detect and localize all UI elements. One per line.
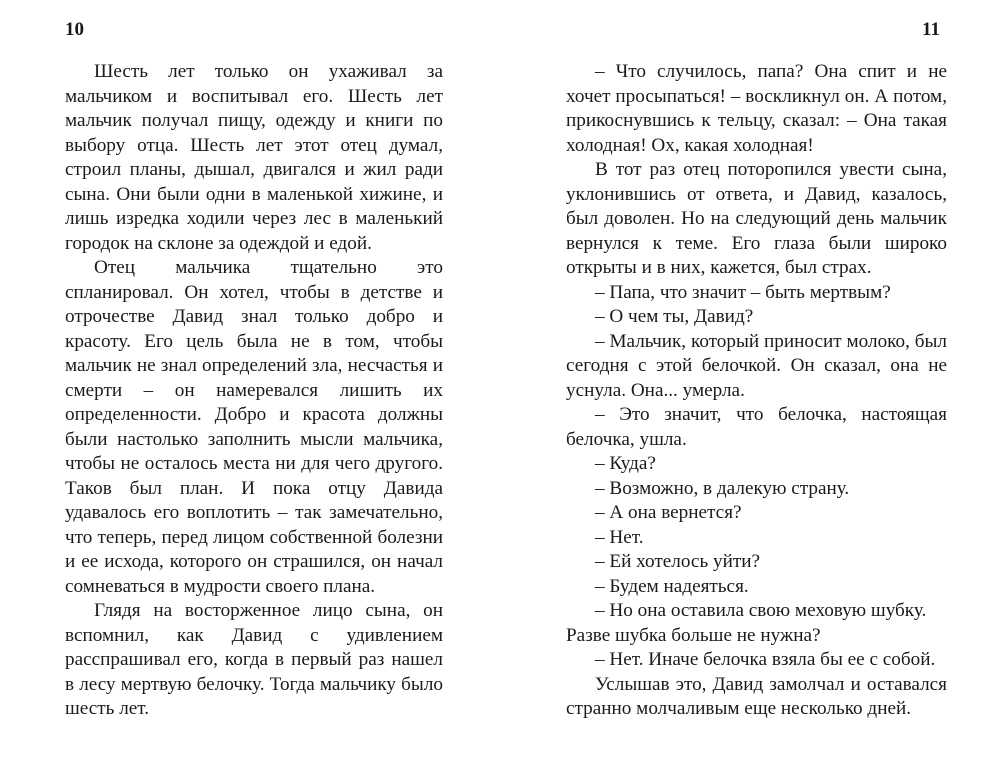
dialogue-line: – Мальчик, который приносит молоко, был сегодня с этой белочкой. Он сказал, она не уснула. Она... умерла. [566,330,947,401]
dialogue-line: – Но она оставила свою меховую шубку. [595,600,927,621]
right-page-text [566,60,947,722]
paragraph: Шесть лет только он ухаживал за мальчиком и воспитывал его. Шесть лет мальчик получал пищу, одежду и книги по выбору отца. Шесть лет этот отец думал, строил планы, дышал, двигался и жил ради сына. Они были одни в маленькой хижине, и лишь изредка ходили через лес в маленький городок на склоне за одеждой и едой. [65,61,443,254]
paragraph: В тот раз отец поторопился увести сына, уклонившись от ответа, и Давид, казалось, был доволен. Но на следующий день мальчик вернулся к теме. Его глаза были широко открыты и в них, кажется, был страх. [566,159,947,278]
paragraph: Отец мальчика тщательно это спланировал. Он хотел, чтобы в детстве и отрочестве Давид знал только добро и красоту. Его цель была не в том, чтобы мальчик не знал определений зла, несчастья и смерти – он намеревался лишить их определенности. Добро и красота должны были настолько заполнить мысли мальчика, чтобы не осталось места ни для чего другого. Таков был план. И пока отцу Давида удавалось его воплотить – так замечательно, что теперь, перед лицом собственной болезни и ее исхода, которого он страшился, он начал сомневаться в мудрости своего плана. [65,257,443,597]
page-number-right: 11 [922,19,940,40]
page-number-left: 10 [65,19,84,40]
dialogue-line: Разве шубка больше не нужна? [566,624,821,646]
right-page [500,0,1000,757]
dialogue-line: – Возможно, в далекую страну. [595,477,850,499]
paragraph: – Что случилось, папа? Она спит и не хочет просыпаться! – воскликнул он. А потом, прикоснувшись к тельцу, сказал: – Она такая холодная! Ох, какая холодная! [566,61,947,156]
dialogue-line: – Нет. [595,526,644,548]
dialogue-line: – О чем ты, Давид? [595,306,754,327]
dialogue-line: – Нет. Иначе белочка взяла бы ее с собой. [595,649,936,670]
dialogue-line: – Ей хотелось уйти? [595,551,761,572]
dialogue-line: – Куда? [595,453,656,474]
dialogue-line: – Папа, что значит – быть мертвым? [595,281,891,303]
paragraph: Глядя на восторженное лицо сына, он вспомнил, как Давид с удивлением расспрашивал его, когда в первый раз нашел в лесу мертвую белочку. Тогда мальчику было шесть лет. [65,600,443,719]
dialogue-line: – А она вернется? [595,502,742,523]
dialogue-line: – Будем надеяться. [595,575,749,597]
paragraph: Услышав это, Давид замолчал и оставался странно молчаливым еще несколько дней. [566,673,947,719]
dialogue-line: – Это значит, что белочка, настоящая белочка, ушла. [566,404,947,450]
left-page-text [65,60,443,722]
